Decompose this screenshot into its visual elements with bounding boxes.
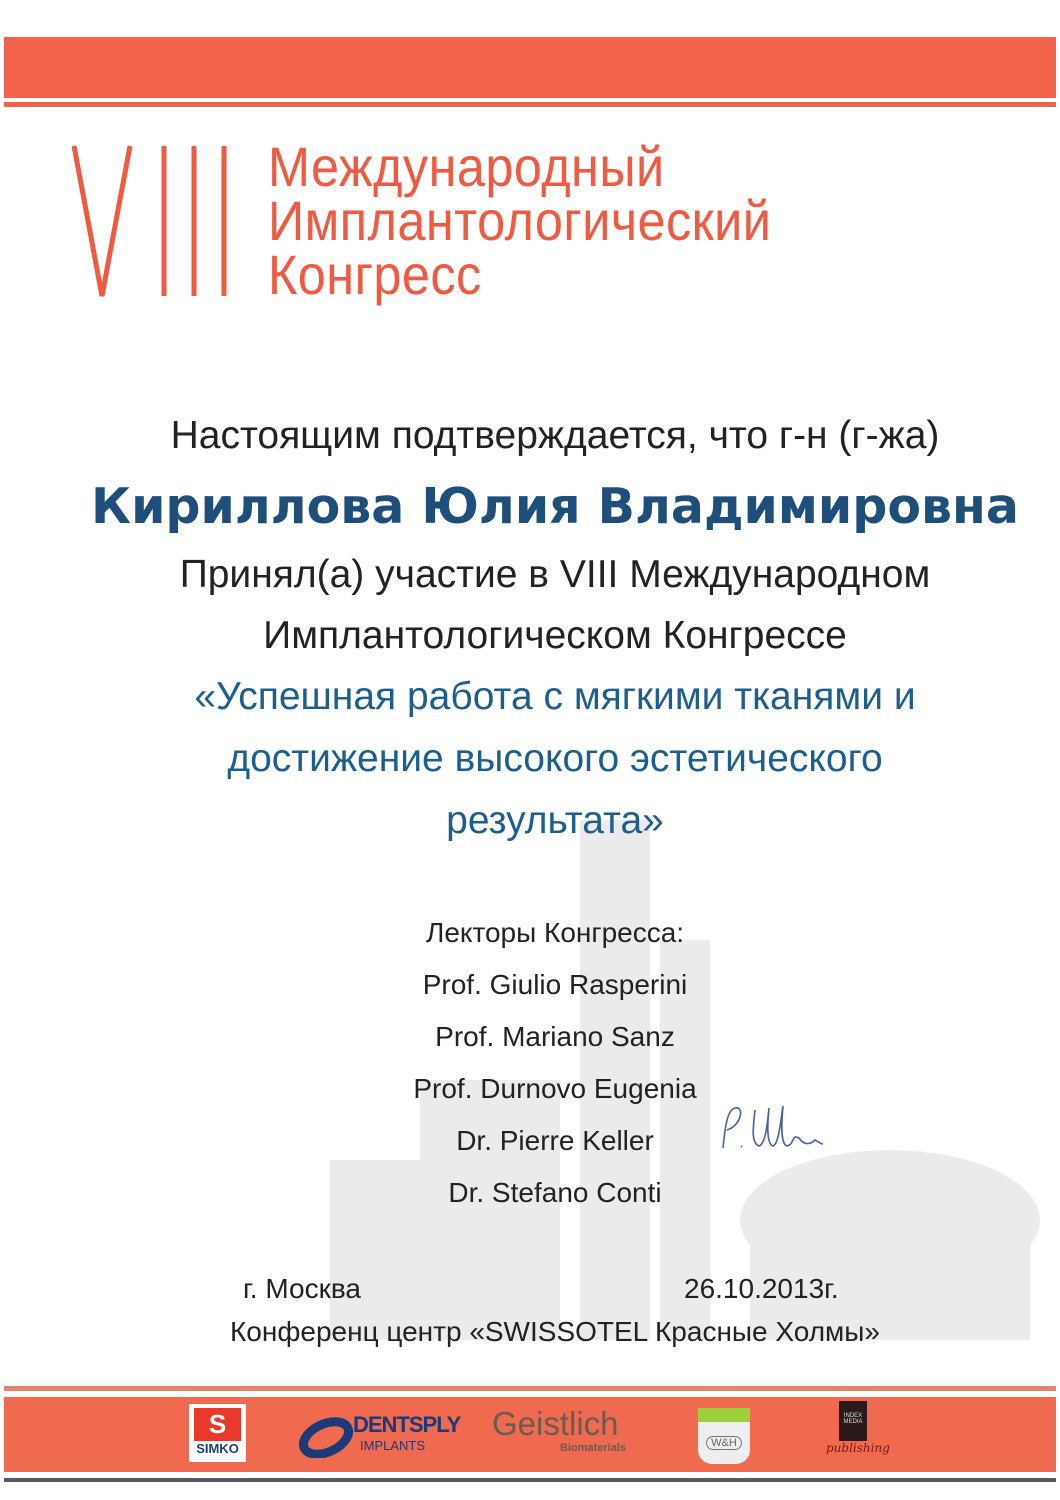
congress-title-line-1: Международный: [268, 135, 665, 198]
top-band: [4, 37, 1056, 98]
bottom-line: [4, 1478, 1056, 1482]
lecturer-name: Dr. Pierre Keller: [456, 1125, 654, 1156]
participation-line-1: Принял(а) участие в VIII Международном: [179, 553, 931, 596]
bottom-divider: [4, 1386, 1056, 1391]
theme-line-2: достижение высокого эстетического: [227, 737, 883, 780]
geistlich-sub-label: Biomaterials: [559, 1442, 626, 1454]
wh-logo: [698, 1408, 750, 1464]
dentsply-label: DENTSPLY: [353, 1412, 461, 1437]
lecturer-name: Prof. Giulio Rasperini: [422, 969, 688, 1000]
lecturer-name: Prof. Mariano Sanz: [435, 1021, 675, 1052]
geistlich-label: Geistlich: [492, 1405, 619, 1442]
simko-logo: S SIMKO: [189, 1404, 246, 1462]
congress-title-line-3: Конгресс: [268, 243, 482, 306]
theme-line-1: «Успешная работа с мягкими тканями и: [194, 675, 916, 718]
venue: Конференц центр «SWISSOTEL Красные Холмы»: [230, 1316, 880, 1347]
city: г. Москва: [243, 1273, 361, 1304]
top-divider: [4, 102, 1056, 107]
index-media-logo: [826, 1401, 890, 1471]
dentsply-logo: [298, 1410, 461, 1460]
lecturers-heading: Лекторы Конгресса:: [425, 917, 685, 948]
theme-line-3: результата»: [446, 799, 664, 842]
lecturer-name: Prof. Durnovo Eugenia: [413, 1073, 697, 1104]
geistlich-logo: [492, 1406, 632, 1462]
confirmation-text: Настоящим подтверждается, что г-н (г-жа): [170, 414, 940, 457]
index-media-sub-label: publishing: [826, 1441, 890, 1455]
participant-name: Кириллова Юлия Владимировна: [91, 478, 1019, 535]
participation-line-2: Имплантологическом Конгрессе: [263, 614, 847, 657]
congress-title-line-2: Имплантологический: [268, 189, 772, 252]
index-media-label: INDEX MEDIA: [839, 1401, 867, 1441]
simko-label: SIMKO: [196, 1441, 239, 1456]
lecturer-name: Dr. Stefano Conti: [448, 1177, 662, 1208]
signature: [715, 1098, 825, 1164]
wh-label: W&H: [706, 1436, 742, 1450]
roman-numeral-logo: [72, 128, 232, 300]
dentsply-sub-label: IMPLANTS: [360, 1438, 426, 1453]
date: 26.10.2013г.: [684, 1273, 839, 1304]
